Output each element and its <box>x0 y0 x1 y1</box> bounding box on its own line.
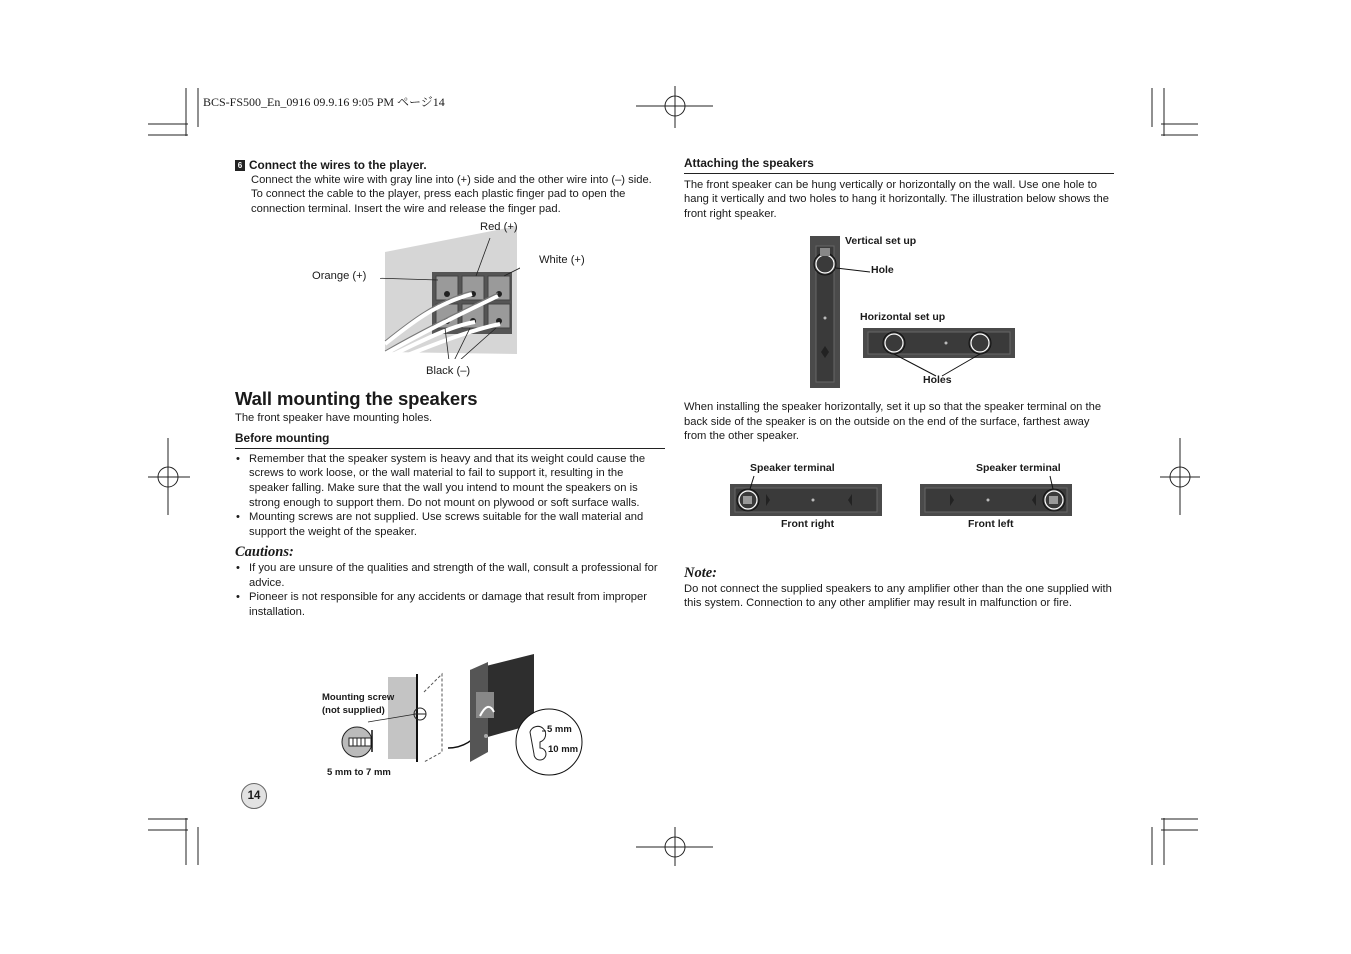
before-mounting-list <box>235 452 665 540</box>
label-mounting-screw-line2: (not supplied) <box>322 704 385 716</box>
list-item: • If you are unsure of the qualities and strength of the wall, consult a professional for advice. <box>235 561 665 590</box>
label-red: Red (+) <box>480 221 518 233</box>
page-number: 14 <box>241 783 267 809</box>
label-5mm: 5 mm <box>547 724 572 735</box>
step-6-heading <box>235 158 665 173</box>
note-section <box>684 566 1114 611</box>
note-heading: Note: <box>684 565 718 581</box>
attaching-text: The front speaker can be hung vertically or horizontally on the wall. Use one hole to hang it vertically and two holes to hang it horizontally. The illustration below shows the front right speaker. <box>684 178 1109 220</box>
before-mounting-heading: Before mounting <box>235 431 665 449</box>
wall-section <box>235 388 665 619</box>
label-speaker-terminal-right: Speaker terminal <box>750 462 835 474</box>
step-6-text: Connect the white wire with gray line into (+) side and the other wire into (–) side. To connect the cable to the player, press each plastic finger pad to open the connection terminal. Insert the wire and release the finger pad. <box>251 173 652 215</box>
label-white: White (+) <box>539 254 585 266</box>
label-holes: Holes <box>923 374 952 386</box>
wall-title: Wall mounting the speakers <box>235 388 478 409</box>
wall-intro: The front speaker have mounting holes. <box>235 411 433 424</box>
right-column <box>684 156 1114 221</box>
label-front-left: Front left <box>968 518 1014 530</box>
list-item: • Mounting screws are not supplied. Use screws suitable for the wall material and support the weight of the speaker. <box>235 510 665 539</box>
label-10mm: 10 mm <box>548 744 579 755</box>
label-speaker-terminal-left: Speaker terminal <box>976 462 1061 474</box>
list-item: • Remember that the speaker system is heavy and that its weight could cause the screws to work loose, or the wall material to fail to support it, resulting in the speaker falling. Make sure that the wall you intend to mount the speakers on is strong enough to support them. Do not mount on plywood or soft surface walls. <box>235 452 665 510</box>
label-orange: Orange (+) <box>312 270 367 282</box>
label-screw-range: 5 mm to 7 mm <box>327 767 391 778</box>
label-hole: Hole <box>871 264 894 276</box>
note-text: Do not connect the supplied speakers to any amplifier other than the one supplied with this system. Connection to any other amplifier may result in malfunction or fire. <box>684 582 1112 610</box>
horizontal-note-text: When installing the speaker horizontally, set it up so that the speaker terminal on the back side of the speaker is on the outside on the end of the surface, farthest away from the other speaker. <box>684 401 1102 443</box>
step-6-title: Connect the wires to the player. <box>249 158 427 172</box>
cautions-list <box>235 561 665 619</box>
label-mounting-screw-line1: Mounting screw <box>322 692 395 703</box>
list-item: • Pioneer is not responsible for any accidents or damage that result from improper installation. <box>235 590 665 619</box>
file-header: BCS-FS500_En_0916 09.9.16 9:05 PM ページ14 <box>203 95 445 109</box>
attaching-heading: Attaching the speakers <box>684 156 1114 174</box>
step-number-badge: 6 <box>235 160 245 171</box>
label-vertical-setup: Vertical set up <box>845 235 917 247</box>
label-front-right: Front right <box>781 518 835 530</box>
label-black: Black (–) <box>426 365 471 377</box>
label-horizontal-setup: Horizontal set up <box>860 311 946 323</box>
left-column <box>235 158 665 216</box>
label-mounting-screw <box>322 692 394 717</box>
terminal-illustration <box>380 224 520 359</box>
cautions-heading: Cautions: <box>235 544 294 561</box>
front-speakers-illustration <box>728 474 1074 520</box>
